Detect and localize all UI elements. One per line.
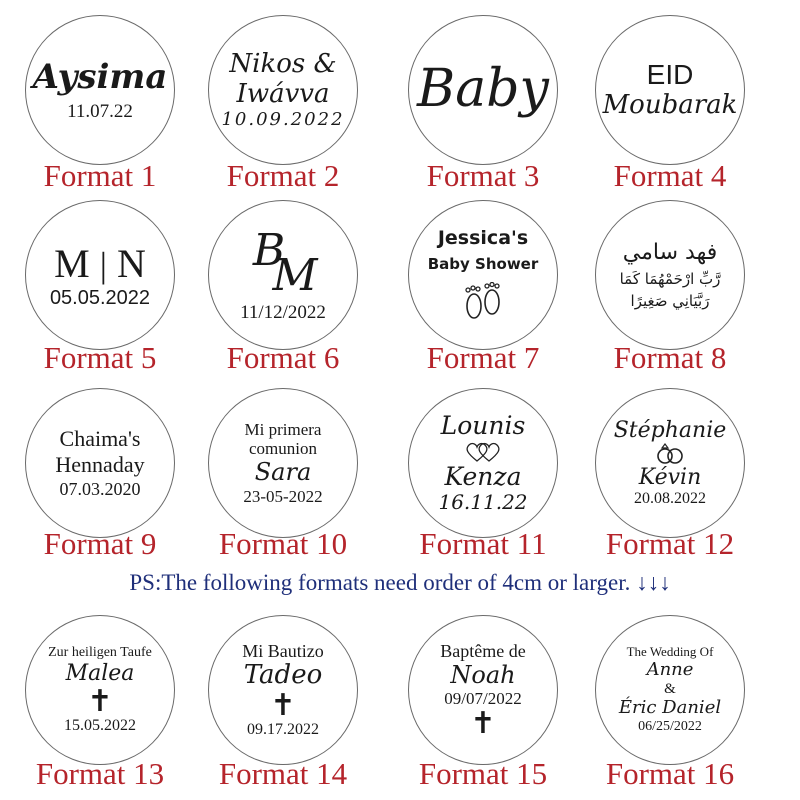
order-size-note: PS:The following formats need order of 4cm or larger. ↓↓↓ [129,570,671,595]
sticker-line2: Moubarak [602,90,738,121]
format-label: Format 12 [605,526,735,561]
sticker-name1: Stéphanie [613,417,727,443]
sticker-name2: Éric Daniel [618,697,722,719]
sticker-date: 11.07.22 [67,100,133,122]
sticker-line2: Baby Shower [427,255,539,274]
format-label: Format 5 [43,340,157,375]
sticker-name2: Kévin [638,464,702,490]
sticker-line1: Mi Bautizo [242,640,324,661]
format-2-sticker [208,15,358,165]
format-11-sticker [408,388,558,538]
format-label: Format 13 [35,756,165,791]
sticker-date: 05.05.2022 [49,286,151,309]
format-label: Format 11 [419,526,547,561]
sticker-ampersand: & [664,680,676,697]
format-12-sticker [595,388,745,538]
sticker-name: Noah [450,660,516,689]
sticker-line2: comunion [249,439,317,459]
format-label: Format 4 [613,158,727,193]
sticker-line1: Zur heiligen Taufe [48,645,152,661]
format-14-sticker [208,615,358,765]
format-4-sticker [595,15,745,165]
format-1-sticker [25,15,175,165]
sticker-monogram [54,241,146,287]
sticker-line1: Baptême de [440,641,526,662]
monogram-b: B [252,225,286,277]
double-heart-icon [463,441,503,463]
format-label: Format 10 [218,526,348,561]
monogram-separator: | [99,244,107,285]
format-label: Format 16 [605,756,735,791]
wedding-rings-icon [652,443,688,465]
sticker-name2: Kenza [444,461,522,491]
monogram-left: M [54,240,90,286]
sticker-line1: The Wedding Of [626,644,714,660]
format-label: Format 7 [426,340,540,375]
format-label: Format 14 [218,756,348,791]
sticker-word: Baby [417,59,549,120]
format-9-sticker [25,388,175,538]
sticker-name1: Lounis [440,410,526,440]
format-13-sticker [25,615,175,765]
sticker-name1: Anne [646,659,694,681]
sticker-line1: Nikos & [229,48,337,79]
cross-icon: ✝ [270,688,296,724]
sticker-line2: رَّبِّ ارْحَمْهُمَا كَمَا [619,270,721,289]
sticker-date: 09/07/2022 [444,689,522,709]
sticker-name: Tadeo [243,660,323,691]
format-label: Format 3 [426,158,540,193]
sticker-date: 20.08.2022 [634,490,706,508]
sticker-date: 06/25/2022 [638,718,702,734]
sticker-line2: Hennaday [55,451,145,477]
cross-icon: ✝ [87,683,113,719]
format-label: Format 2 [226,158,340,193]
format-16-sticker [595,615,745,765]
format-8-sticker [595,200,745,350]
sticker-line3: رَبَّيَانِي صَغِيرًا [630,291,710,310]
format-6-sticker [208,200,358,350]
sticker-date: 15.05.2022 [64,716,136,734]
format-7-sticker [408,200,558,350]
cross-icon: ✝ [470,705,496,741]
format-10-sticker [208,388,358,538]
format-5-sticker [25,200,175,350]
sticker-line1: EID [646,58,694,90]
sticker-name: Aysima [32,56,168,97]
sticker-name: Sara [254,457,312,486]
sticker-date: 09.17.2022 [247,721,319,739]
sticker-line1: Jessica's [437,227,529,250]
sticker-line2: Iwávva [236,78,330,109]
monogram-right: N [116,240,146,286]
sticker-date: 23-05-2022 [243,486,323,506]
format-label: Format 15 [418,756,548,791]
monogram-m: M [272,250,318,302]
format-3-sticker [408,15,558,165]
sticker-date: 07.03.2020 [59,478,141,499]
sticker-line1: Chaima's [59,426,141,452]
format-label: Format 8 [613,340,727,375]
format-15-sticker [408,615,558,765]
format-label: Format 1 [43,158,157,193]
baby-feet-icon [459,282,507,322]
format-label: Format 9 [43,526,157,561]
format-label: Format 6 [226,340,340,375]
sticker-date: 10.09.2022 [221,108,345,130]
sticker-date: 11/12/2022 [240,301,326,323]
sticker-line1: Mi primera [244,419,322,439]
sticker-name: Malea [65,661,135,687]
sticker-date: 16.11.22 [438,490,528,515]
sticker-line1: فهد سامي [622,240,718,266]
